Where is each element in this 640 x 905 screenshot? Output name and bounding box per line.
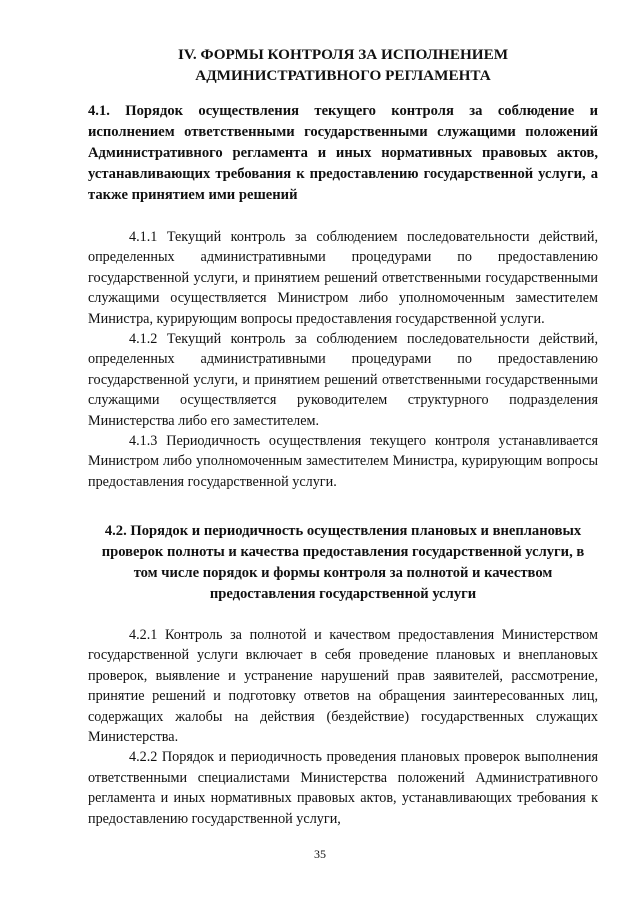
section-4-1-heading: 4.1. Порядок осуществления текущего контроля за соблюдение и исполнением ответственными государственными служащими положений Административного регламента и иных нормативных правовых актов, устанавливающих требования к предоставлению государственной услуги, а также принятием ими решений [88,103,598,203]
section-4-2-heading: 4.2. Порядок и периодичность осуществления плановых и внеплановых проверок полноты и качества предоставления государственной услуги, в том числе порядок и формы контроля за полнотой и качеством предоставления государственной услуги [101,523,585,602]
section-4-1-body [88,227,598,492]
chapter-title-line-2: АДМИНИСТРАТИВНОГО РЕГЛАМЕНТА [195,67,491,84]
paragraph-4-1-1: 4.1.1 Текущий контроль за соблюдением последовательности действий, определенных административными процедурами по предоставлению государственной услуги, и принятием решений ответственными государственными служащими осуществляется Министром либо уполномоченным заместителем Министра, курирующим вопросы предоставления государственной услуги. [88,229,598,327]
chapter-title-line-1: IV. ФОРМЫ КОНТРОЛЯ ЗА ИСПОЛНЕНИЕМ [177,46,509,63]
paragraph-4-1-2: 4.1.2 Текущий контроль за соблюдением последовательности действий, определенных административными процедурами по предоставлению государственной услуги, и принятием решений ответственными государственными служащими осуществляется руководителем структурного подразделения Министерства либо его заместителем. [88,331,598,429]
paragraph-4-1-3: 4.1.3 Периодичность осуществления текущего контроля устанавливается Министром либо уполномоченным заместителем Министра, курирующим вопросы предоставления государственной услуги. [88,433,598,490]
paragraph-4-2-1: 4.2.1 Контроль за полнотой и качеством предоставления Министерством государственной услуги включает в себя проведение плановых и внеплановых проверок, выявление и устранение нарушений прав заявителей, рассмотрение, принятие решений и подготовку ответов на обращения заинтересованных лиц, содержащих жалобы на действия (бездействие) государственных служащих Министерства. [88,627,598,746]
chapter-title [88,44,598,86]
paragraph-4-2-2: 4.2.2 Порядок и периодичность проведения плановых проверок выполнения ответственными специалистами Министерства положений Административного регламента и иных нормативных правовых актов, устанавливающих требования к предоставлению государственной услуги, [88,749,598,827]
page-number: 35 [314,847,326,861]
section-4-2-body [88,625,598,829]
